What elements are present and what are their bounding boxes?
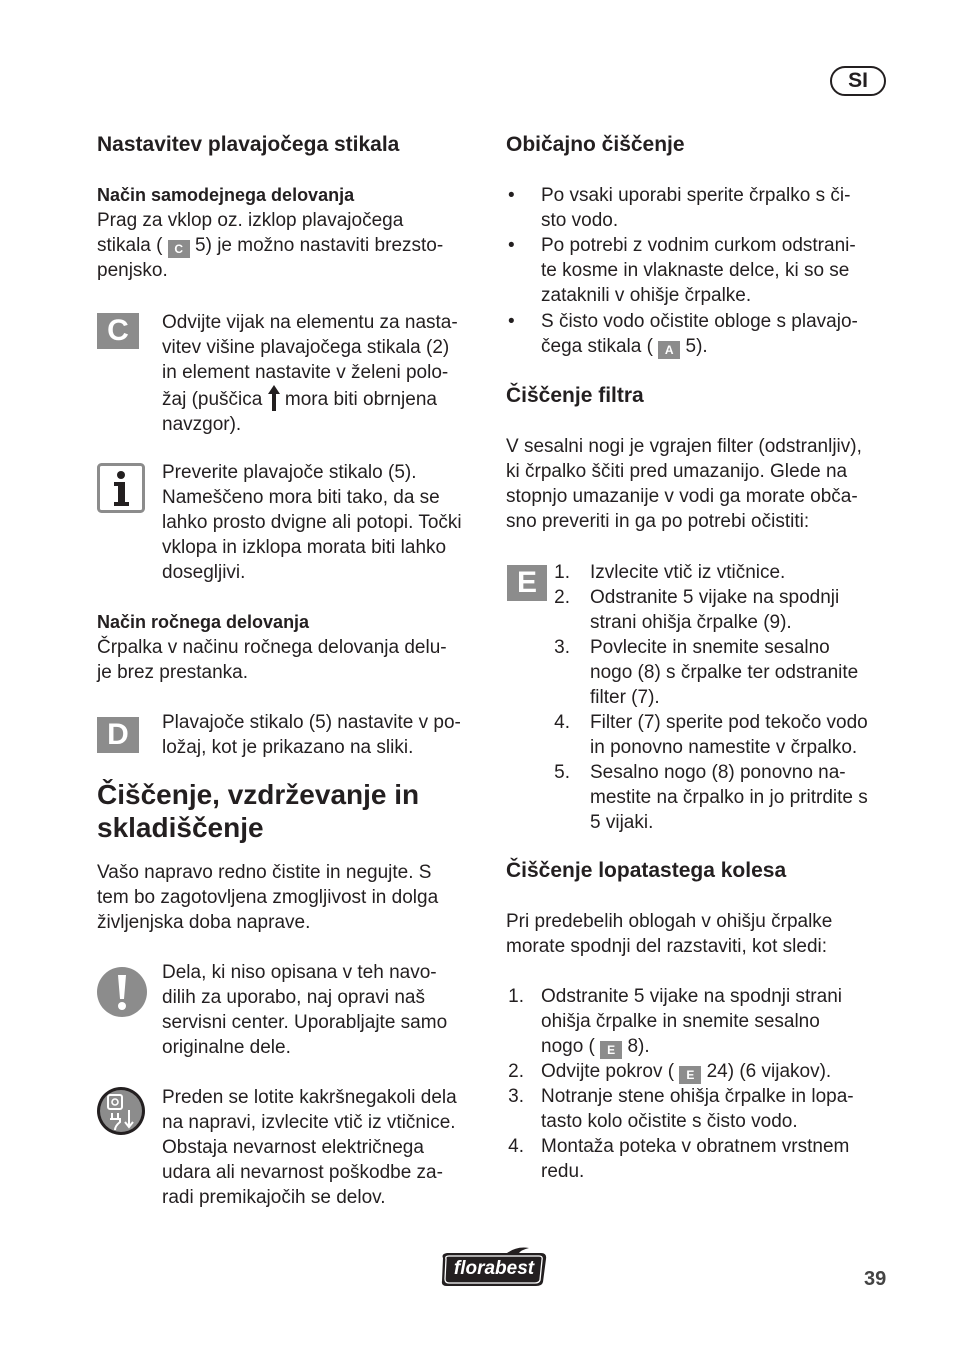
text-line: te kosme in vlaknaste delce, ki so se [541,260,850,281]
text-line: redu. [541,1161,585,1182]
text-line: Nameščeno mora biti tako, da se [162,487,440,508]
text-line: Povlecite in snemite sesalno [590,637,830,658]
page-title [97,778,497,844]
manual-mode-title: Način ročnega delovanja [97,612,310,632]
list-item [590,710,910,760]
arrow-up-icon [268,385,280,411]
text-line: mestite na črpalko in jo pritrdite s [590,787,868,808]
text-line: žaj (puščica mora biti obrnjena [162,385,492,412]
text-line: je brez prestanka. [97,662,249,683]
text-line: Črpalka v načinu ročnega delovanja delu- [97,637,447,658]
page-number: 39 [864,1268,887,1290]
text-line: navzgor). [162,414,242,435]
intro-text [97,860,492,935]
bullet-mark: • [508,311,515,332]
language-badge: SI [830,66,886,96]
brand-logo-text: florabest [453,1258,535,1279]
text-line: Po vsaki uporabi sperite črpalko s či- [541,185,851,206]
figure-ref-c: C [168,240,190,258]
step-number: 5. [554,762,570,783]
text-line: udara ali nevarnost poškodbe za- [162,1162,443,1183]
text-line: stikala ( C 5) je možno nastaviti brezsto- [97,235,444,256]
text-line: stopnjo umazanije v vodi ga morate obča- [506,486,858,507]
step-number: 4. [508,1136,524,1157]
text-line: nogo ( E 8). [541,1036,650,1057]
auto-mode-title: Način samodejnega delovanja [97,185,355,205]
title-line: skladiščenje [97,812,264,843]
list-item [541,984,901,1059]
info-icon [97,463,143,513]
section-heading-impeller-cleaning: Čiščenje lopatastega kolesa [506,859,787,882]
text-line: 5 vijaki. [590,812,654,833]
list-item [541,1084,911,1134]
step-number: 2. [554,587,570,608]
text-line: V sesalni nogi je vgrajen filter (odstranljiv), [506,436,862,457]
warning-text [162,960,492,1060]
text-line: dosegljivi. [162,562,246,583]
list-item [590,585,900,635]
text-line: Odstranite 5 vijake na spodnji strani [541,986,842,1007]
section-heading-float-switch: Nastavitev plavajočega stikala [97,133,400,156]
auto-mode-block [97,183,487,283]
list-item [590,635,900,710]
step-number: 1. [508,986,524,1007]
text-line: servisni center. Uporabljajte samo [162,1012,448,1033]
text-line: zataknili v ohišje črpalke. [541,285,752,306]
text-line: življenjska doba naprave. [97,912,311,933]
step-number: 2. [508,1061,524,1082]
step-d-text [162,710,492,760]
text-line: Odvijte vijak na elementu za nasta- [162,312,458,333]
text-line: na napravi, izvlecite vtič iz vtičnice. [162,1112,456,1133]
text-line: lahko prosto dvigne ali potopi. Točki [162,512,462,533]
text-line: Vašo napravo redno čistite in negujte. S [97,862,432,883]
figure-marker-d: D [97,717,139,753]
text-line: dilih za uporabo, naj opravi naš [162,987,426,1008]
text-line: tem bo zagotovljena zmogljivost in dolga [97,887,439,908]
text-line: Preverite plavajoče stikalo (5). [162,462,417,483]
text-line: sto vodo. [541,210,619,231]
text-line: Filter (7) sperite pod tekočo vodo [590,712,868,733]
text-line: Izvlecite vtič iz vtičnice. [590,562,786,583]
section-heading-normal-cleaning: Običajno čiščenje [506,133,685,156]
text-line: Pri predebelih oblogah v ohišju črpalke [506,911,833,932]
step-c-text [162,310,492,437]
manual-mode-block [97,610,487,685]
text-line: čega stikala ( A 5). [541,336,708,357]
bullet-mark: • [508,185,515,206]
text-line: filter (7). [590,687,660,708]
text-line: tasto kolo očistite s čisto vodo. [541,1111,798,1132]
text-line: Odstranite 5 vijake na spodnji [590,587,840,608]
text-line: nogo (8) s črpalke ter odstranite [590,662,859,683]
text-line: morate spodnji del razstaviti, kot sledi: [506,936,828,957]
text-line: ohišja črpalke in snemite sesalno [541,1011,820,1032]
list-item [541,309,911,359]
text-line: Dela, ki niso opisana v teh navo- [162,962,437,983]
list-item [541,233,901,308]
text-line: Notranje stene ohišja črpalke in lopa- [541,1086,854,1107]
text-line: vitev višine plavajočega stikala (2) [162,337,450,358]
text-line: Po potrebi z vodnim curkom odstrani- [541,235,856,256]
text-line: vklopa in izklopa morata biti lahko [162,537,447,558]
step-number: 3. [554,637,570,658]
text-line: Sesalno nogo (8) ponovno na- [590,762,846,783]
step-number: 4. [554,712,570,733]
filter-intro [506,434,906,534]
figure-marker-c: C [97,313,139,349]
step-number: 1. [554,562,570,583]
list-item [590,560,900,585]
text-line: radi premikajočih se delov. [162,1187,386,1208]
unplug-text [162,1085,497,1210]
text-line: in element nastavite v želeni polo- [162,362,449,383]
text-line: Obstaja nevarnost električnega [162,1137,424,1158]
unplug-icon [96,1086,146,1136]
bullet-mark: • [508,235,515,256]
figure-ref-e: E [600,1041,622,1059]
figure-ref-e: E [679,1066,701,1084]
info-text [162,460,492,585]
text-line: strani ohišja črpalke (9). [590,612,792,633]
text-line: ložaj, kot je prikazano na sliki. [162,737,414,758]
text-line: Plavajoče stikalo (5) nastavite v po- [162,712,461,733]
title-line: Čiščenje, vzdrževanje in [97,779,420,810]
figure-marker-e: E [507,565,547,601]
list-item [541,1134,911,1184]
text-line: Odvijte pokrov ( E 24) (6 vijakov). [541,1061,832,1082]
text-line: sno preveriti in ga po potrebi očistiti: [506,511,810,532]
brand-logo [437,1244,551,1290]
warning-icon [96,966,148,1018]
text-line: Preden se lotite kakršnegakoli dela [162,1087,457,1108]
text-line: penjsko. [97,260,168,281]
text-line: originalne dele. [162,1037,291,1058]
text-line: in ponovno namestite v črpalko. [590,737,858,758]
section-heading-filter-cleaning: Čiščenje filtra [506,384,644,407]
list-item [541,183,901,233]
figure-ref-a: A [658,341,680,359]
text-line: ki črpalko ščiti pred umazanijo. Glede na [506,461,848,482]
text-line: S čisto vodo očistite obloge s plavajo- [541,311,858,332]
text-line: Prag za vklop oz. izklop plavajočega [97,210,404,231]
impeller-intro [506,909,906,959]
step-number: 3. [508,1086,524,1107]
text-line: Montaža poteka v obratnem vrstnem [541,1136,850,1157]
list-item [590,760,910,835]
list-item [541,1059,911,1084]
